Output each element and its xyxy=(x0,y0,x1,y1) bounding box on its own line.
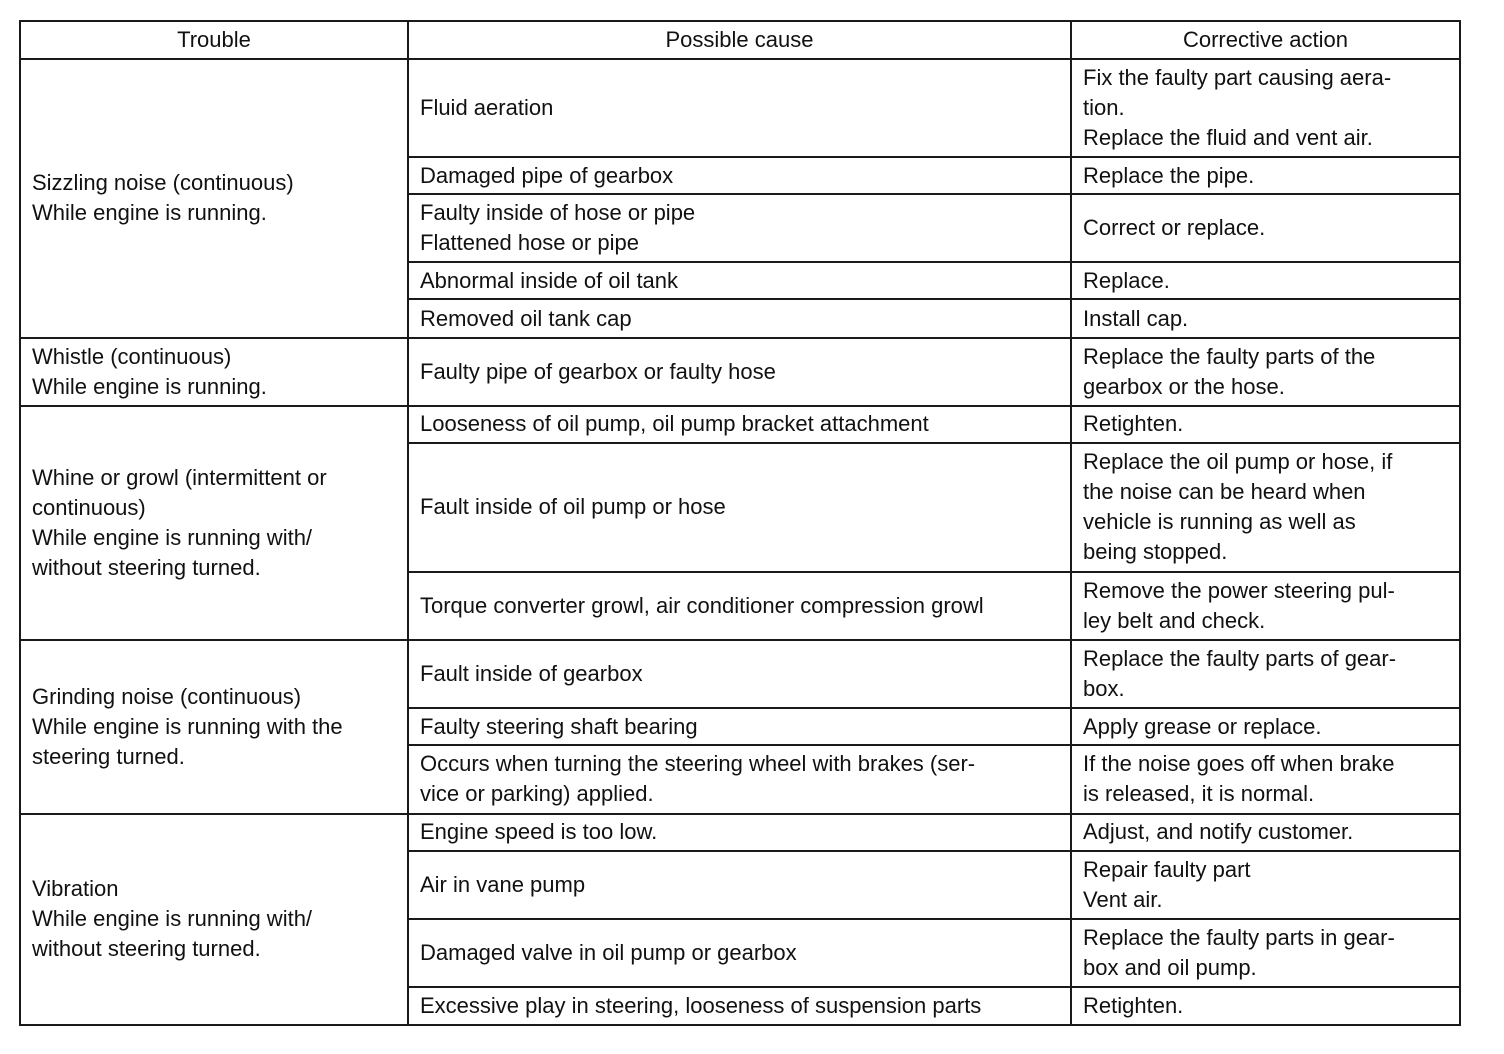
cause-line: Engine speed is too low. xyxy=(420,819,658,845)
trouble-line: Whine or growl (intermittent or xyxy=(32,464,327,490)
action-line: Correct or replace. xyxy=(1083,215,1266,241)
action-line: Replace the pipe. xyxy=(1083,162,1255,188)
action-line: is released, it is normal. xyxy=(1083,781,1315,807)
table-row xyxy=(20,406,1460,443)
cause-line: Damaged pipe of gearbox xyxy=(420,162,674,188)
action-line: Replace the faulty parts in gear- xyxy=(1083,924,1395,950)
cause-line: Abnormal inside of oil tank xyxy=(420,267,679,293)
trouble-line: without steering turned. xyxy=(32,554,261,580)
action-cell xyxy=(1071,987,1460,1025)
action-cell xyxy=(1071,814,1460,851)
cause-cell xyxy=(408,987,1071,1025)
action-line: Apply grease or replace. xyxy=(1083,713,1322,739)
cause-cell xyxy=(408,708,1071,745)
action-line: Install cap. xyxy=(1083,305,1189,331)
action-line: Retighten. xyxy=(1083,411,1184,437)
cause-line: Removed oil tank cap xyxy=(420,305,632,331)
action-line: Repair faulty part xyxy=(1083,856,1251,882)
action-line: Replace the oil pump or hose, if xyxy=(1083,449,1393,475)
action-line: the noise can be heard when xyxy=(1083,479,1366,505)
table-row xyxy=(20,338,1460,406)
header-trouble: Trouble xyxy=(20,21,408,59)
cause-cell xyxy=(408,443,1071,572)
cause-cell xyxy=(408,919,1071,987)
cause-cell xyxy=(408,640,1071,708)
trouble-table xyxy=(19,20,1461,1026)
action-line: Replace the faulty parts of gear- xyxy=(1083,646,1397,672)
action-cell xyxy=(1071,851,1460,919)
cause-cell xyxy=(408,851,1071,919)
trouble-line: While engine is running. xyxy=(32,200,267,226)
cause-line: Occurs when turning the steering wheel with brakes (ser- xyxy=(420,751,976,777)
cause-line: Fault inside of oil pump or hose xyxy=(420,494,726,520)
cause-cell xyxy=(408,157,1071,194)
trouble-cell xyxy=(20,406,408,640)
action-cell xyxy=(1071,59,1460,157)
cause-line: Faulty steering shaft bearing xyxy=(420,713,698,739)
action-cell xyxy=(1071,919,1460,987)
cause-line: Faulty pipe of gearbox or faulty hose xyxy=(420,358,776,384)
trouble-line: While engine is running with/ xyxy=(32,906,313,932)
header-row xyxy=(20,21,1460,59)
action-line: ley belt and check. xyxy=(1083,608,1266,634)
cause-cell xyxy=(408,194,1071,262)
action-line: Replace. xyxy=(1083,267,1170,293)
action-line: Adjust, and notify customer. xyxy=(1083,819,1354,845)
action-cell xyxy=(1071,338,1460,406)
trouble-line: Vibration xyxy=(32,876,119,902)
trouble-cell xyxy=(20,814,408,1026)
action-cell xyxy=(1071,572,1460,640)
action-cell xyxy=(1071,708,1460,745)
action-line: If the noise goes off when brake xyxy=(1083,751,1395,777)
cause-cell xyxy=(408,59,1071,157)
action-cell xyxy=(1071,640,1460,708)
table-row xyxy=(20,59,1460,157)
trouble-cell xyxy=(20,640,408,813)
action-line: being stopped. xyxy=(1083,539,1228,565)
cause-cell xyxy=(408,572,1071,640)
action-line: vehicle is running as well as xyxy=(1083,509,1356,535)
trouble-line: Sizzling noise (continuous) xyxy=(32,170,294,196)
trouble-line: steering turned. xyxy=(32,743,185,769)
cause-line: Damaged valve in oil pump or gearbox xyxy=(420,939,797,965)
action-line: Remove the power steering pul- xyxy=(1083,578,1395,604)
cause-line: Faulty inside of hose or pipe xyxy=(420,200,696,226)
trouble-line: While engine is running with the xyxy=(32,713,343,739)
action-cell xyxy=(1071,406,1460,443)
cause-cell xyxy=(408,299,1071,337)
cause-line: Excessive play in steering, looseness of suspension parts xyxy=(420,992,982,1018)
trouble-line: While engine is running. xyxy=(32,373,267,399)
table-header xyxy=(20,21,1460,59)
trouble-line: continuous) xyxy=(32,494,146,520)
cause-line: Flattened hose or pipe xyxy=(420,230,639,256)
trouble-line: Grinding noise (continuous) xyxy=(32,683,302,709)
action-cell xyxy=(1071,443,1460,572)
cause-cell xyxy=(408,814,1071,851)
action-cell xyxy=(1071,299,1460,337)
action-cell xyxy=(1071,194,1460,262)
cause-cell xyxy=(408,338,1071,406)
action-line: gearbox or the hose. xyxy=(1083,373,1285,399)
action-cell xyxy=(1071,157,1460,194)
cause-line: Air in vane pump xyxy=(420,871,586,897)
trouble-line: without steering turned. xyxy=(32,936,261,962)
action-line: Vent air. xyxy=(1083,886,1163,912)
trouble-cell xyxy=(20,59,408,338)
table-body xyxy=(20,59,1460,1025)
action-line: Retighten. xyxy=(1083,992,1184,1018)
table-row xyxy=(20,640,1460,708)
action-line: Fix the faulty part causing aera- xyxy=(1083,65,1392,91)
cause-cell xyxy=(408,262,1071,299)
action-cell xyxy=(1071,745,1460,813)
cause-line: Torque converter growl, air conditioner compression growl xyxy=(420,593,984,619)
action-line: box and oil pump. xyxy=(1083,954,1257,980)
header-possible-cause: Possible cause xyxy=(408,21,1071,59)
cause-line: Fault inside of gearbox xyxy=(420,661,643,687)
cause-line: Fluid aeration xyxy=(420,95,554,121)
header-corrective-action: Corrective action xyxy=(1071,21,1460,59)
cause-line: vice or parking) applied. xyxy=(420,781,654,807)
action-line: Replace the fluid and vent air. xyxy=(1083,125,1373,151)
cause-cell xyxy=(408,406,1071,443)
action-line: tion. xyxy=(1083,95,1125,121)
cause-cell xyxy=(408,745,1071,813)
action-line: box. xyxy=(1083,676,1125,702)
action-line: Replace the faulty parts of the xyxy=(1083,343,1376,369)
trouble-line: Whistle (continuous) xyxy=(32,343,232,369)
trouble-cell xyxy=(20,338,408,406)
trouble-line: While engine is running with/ xyxy=(32,524,313,550)
cause-line: Looseness of oil pump, oil pump bracket attachment xyxy=(420,411,929,437)
table-row xyxy=(20,814,1460,851)
action-cell xyxy=(1071,262,1460,299)
